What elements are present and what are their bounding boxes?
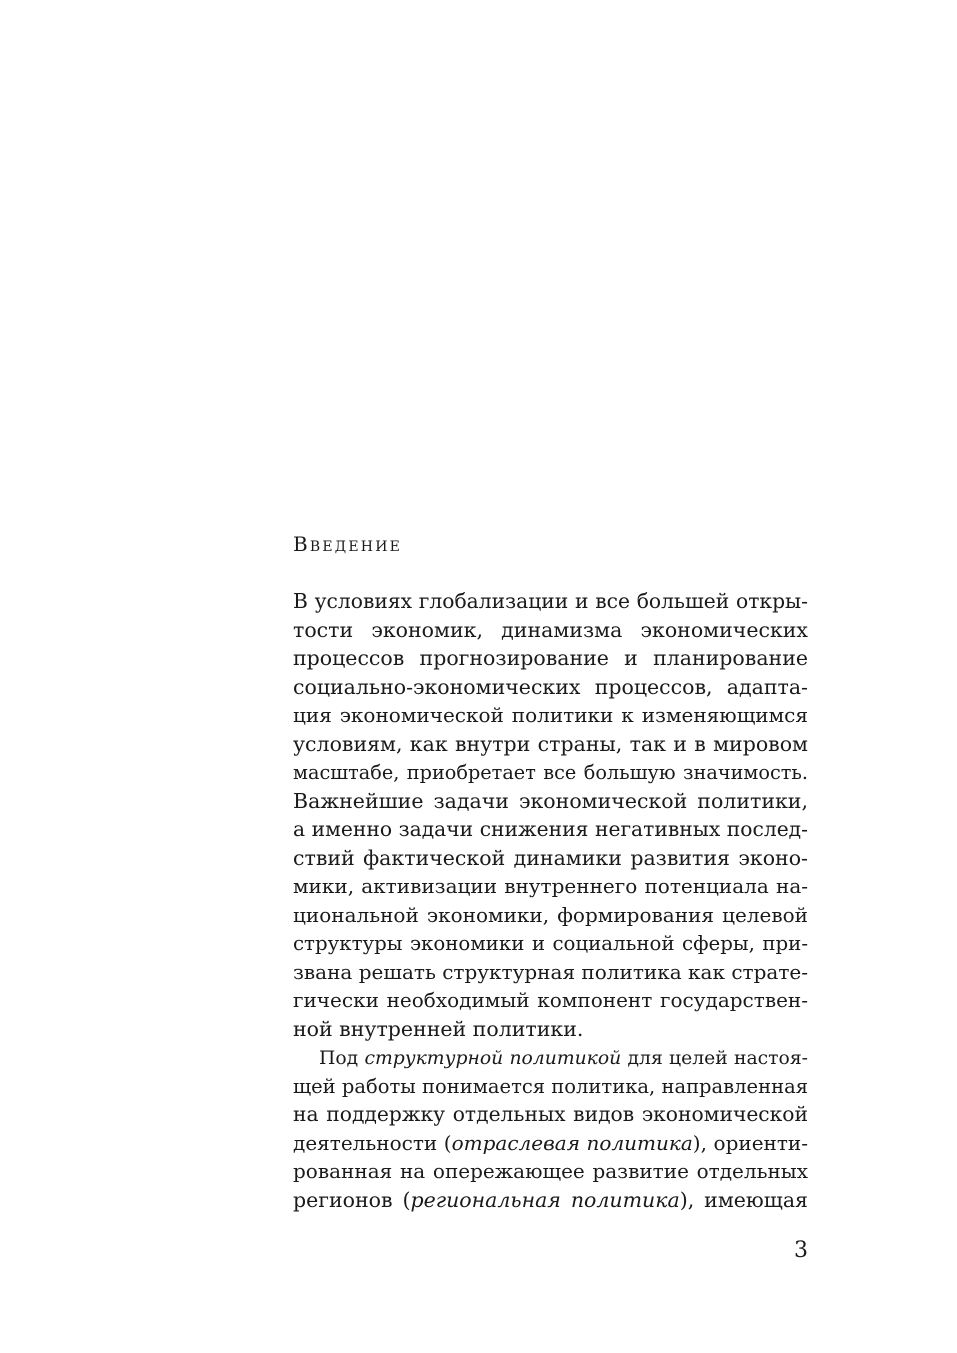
text-line: звана решать структурная политика как страте-: [293, 959, 808, 984]
text-line: процессов прогнозирование и планирование: [293, 646, 808, 670]
text-line: тости экономик, динамизма экономических: [293, 617, 808, 642]
text-line: гически необходимый компонент государствен-: [293, 988, 808, 1012]
text-line: ной внутренней политики.: [293, 1016, 584, 1041]
text-line: рованная на опережающее развитие отдельных: [293, 1159, 808, 1183]
text-line: структуры экономики и социальной сферы, при-: [293, 932, 808, 955]
paragraph-1: [293, 587, 808, 1043]
text-line: ция экономической политики к изменяющимся: [293, 703, 808, 727]
page-number: 3: [794, 1238, 808, 1263]
italic-term: структурной политикой: [364, 1048, 622, 1069]
text-line: циональной экономики, формирования целевой: [293, 902, 808, 927]
text-line: социально-экономических процессов, адапта-: [293, 674, 808, 699]
text-run: ), ориенти-: [692, 1130, 809, 1155]
text-run: ), имеющая: [679, 1187, 808, 1212]
text-line: а именно задачи снижения негативных послед-: [293, 817, 808, 841]
text-line: масштабе, приобретает все большую значимость.: [293, 761, 808, 784]
italic-term: региональная политика: [410, 1187, 680, 1212]
text-run: регионов (: [293, 1187, 411, 1212]
text-line: [293, 1186, 808, 1215]
text-line: ствий фактической динамики развития эконо-: [293, 845, 808, 870]
italic-term: отраслевая политика: [451, 1130, 693, 1155]
text-line: на поддержку отдельных видов экономической: [293, 1102, 808, 1126]
text-run: для целей настоя-: [621, 1048, 808, 1069]
paragraph-2: [293, 1043, 808, 1214]
text-line: [293, 1043, 808, 1072]
text-column: [293, 530, 808, 1214]
text-line: условиям, как внутри страны, так и в мировом: [293, 731, 808, 756]
text-line: В условиях глобализации и все большей откры-: [293, 589, 808, 613]
text-line: Важнейшие задачи экономической политики,: [293, 788, 808, 813]
text-run: Под: [319, 1048, 365, 1069]
chapter-heading: Введение: [293, 532, 403, 556]
text-line: [293, 1129, 808, 1158]
text-line: мики, активизации внутреннего потенциала на-: [293, 874, 808, 898]
text-run: деятельности (: [293, 1130, 452, 1155]
text-line: щей работы понимается политика, направленная: [293, 1074, 808, 1098]
